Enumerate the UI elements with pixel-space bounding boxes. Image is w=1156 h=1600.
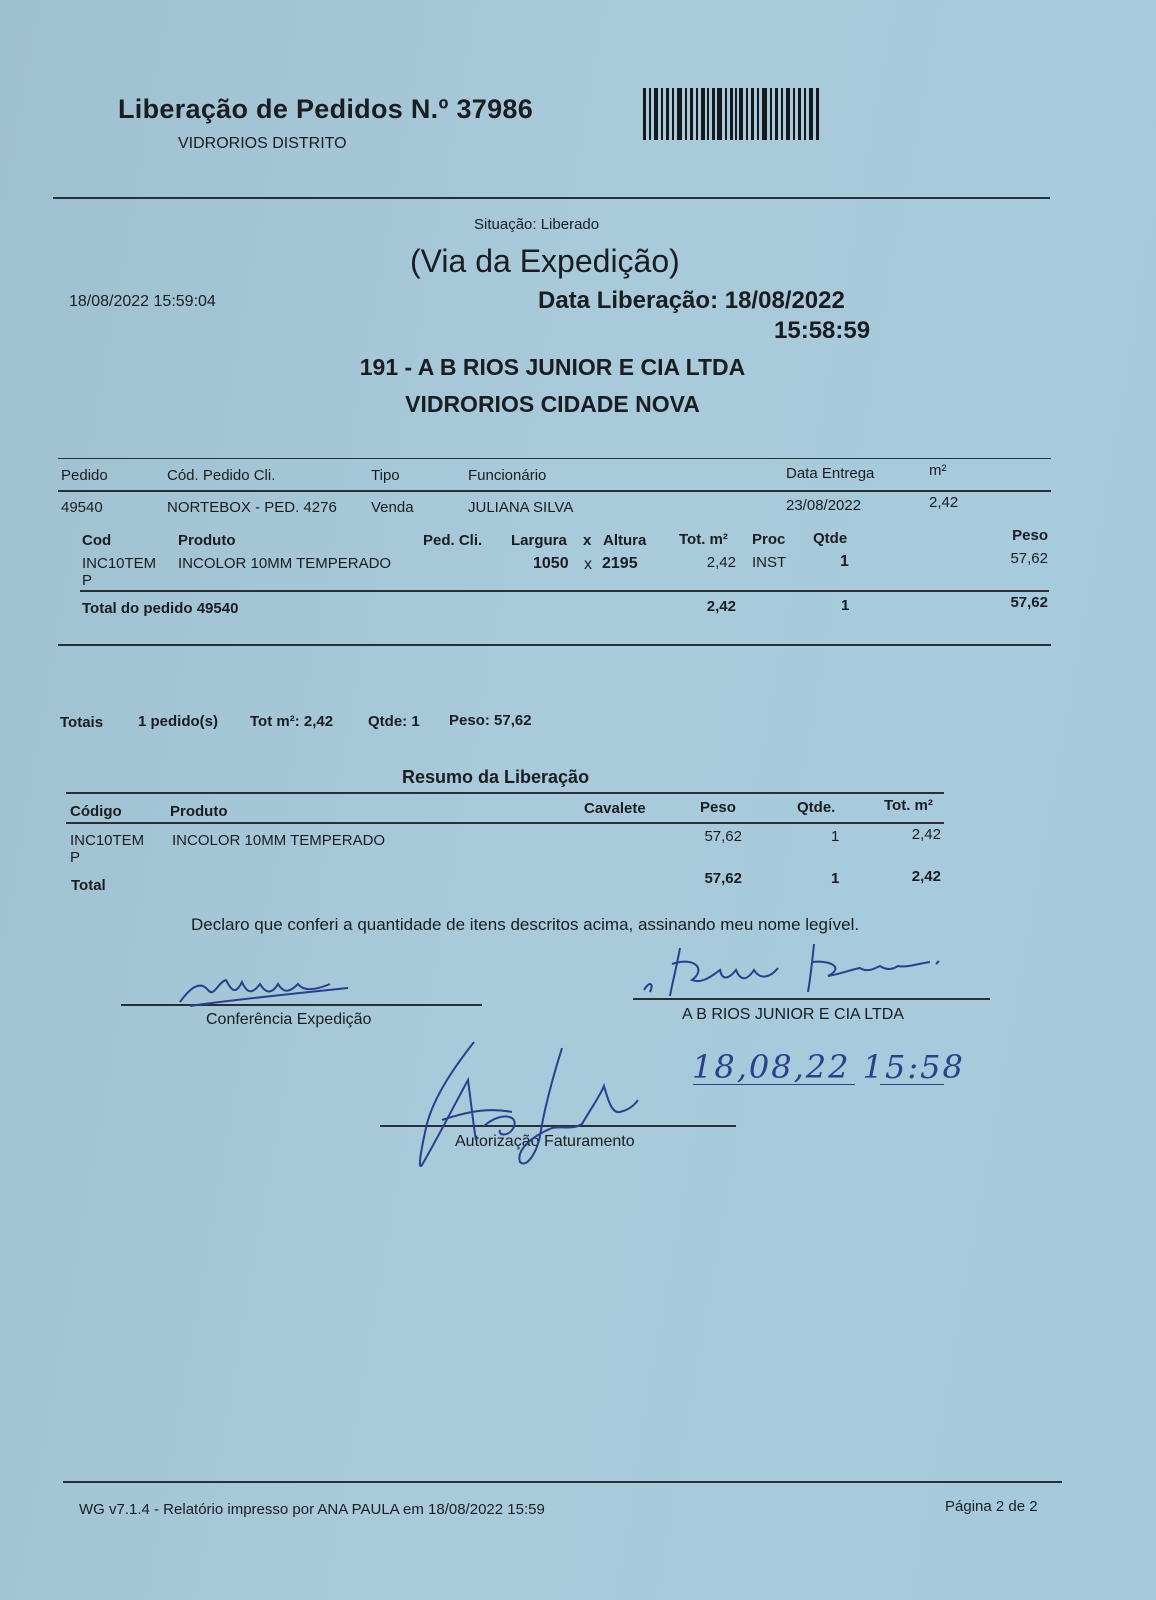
totais-peso: Peso: 57,62 [449,712,532,729]
company-name: VIDRORIOS DISTRITO [178,135,347,152]
conferencia-label: Conferência Expedição [206,1011,372,1028]
resumo-col-codigo: Código [70,803,122,820]
date-underline [693,1084,855,1085]
col-produto: Produto [178,532,236,549]
item-proc: INST [752,554,787,571]
col-x: x [583,532,592,549]
col-pedido: Pedido [61,467,108,484]
total-rule [80,590,1049,592]
resumo-header-rule [66,822,944,824]
resumo-col-peso: Peso [700,799,736,816]
printed-timestamp: 18/08/2022 15:59:04 [69,293,216,310]
col-qtde: Qtde [813,530,848,547]
resumo-tot-m2: 2,42 [911,826,941,843]
client-name: 191 - A B RIOS JUNIOR E CIA LTDA [359,354,746,380]
item-largura: 1050 [533,555,569,572]
resumo-title: Resumo da Liberação [402,767,590,787]
totais-label: Totais [60,714,104,731]
resumo-codigo: INC10TEM [70,832,145,849]
signature-autorizacao-icon [412,1040,662,1175]
col-data-entrega: Data Entrega [786,465,875,482]
resumo-total-label: Total [71,877,106,894]
col-tot-m2: Tot. m² [679,531,728,548]
autorizacao-label: Autorização Faturamento [455,1133,635,1150]
col-cod: Cod [82,532,112,549]
col-cod-pedido-cli: Cód. Pedido Cli. [167,467,276,484]
pedido-total-peso: 57,62 [1010,594,1048,611]
totais-qtde: Qtde: 1 [368,713,420,730]
pedido-total-label: Total do pedido 49540 [82,600,239,617]
resumo-col-produto: Produto [170,803,228,820]
col-largura: Largura [511,532,567,549]
col-altura: Altura [603,532,647,549]
resumo-peso: 57,62 [704,828,742,845]
data-entrega-value: 23/08/2022 [786,497,862,514]
signature-cliente-icon [636,940,956,1000]
totais-pedidos: 1 pedido(s) [138,713,219,730]
release-time: 15:58:59 [774,317,871,344]
resumo-total-m2: 2,42 [911,868,941,885]
item-qtde: 1 [840,553,849,570]
col-tipo: Tipo [371,467,400,484]
item-tot-m2: 2,42 [706,554,736,571]
cliente-label: A B RIOS JUNIOR E CIA LTDA [682,1006,904,1023]
pedido-total-qtde: 1 [841,597,850,614]
resumo-col-cavalete: Cavalete [584,800,646,817]
resumo-total-qtde: 1 [831,870,840,887]
item-cod: INC10TEM [82,555,157,572]
time-underline [880,1084,944,1085]
resumo-total-peso: 57,62 [704,870,742,887]
resumo-top-rule [66,792,944,794]
cod-pedido-cli: NORTEBOX - PED. 4276 [167,499,337,516]
m2-value: 2,42 [929,494,959,511]
col-ped-cli: Ped. Cli. [423,532,483,549]
tipo-value: Venda [371,499,414,516]
resumo-col-tot-m2: Tot. m² [884,797,933,814]
item-peso: 57,62 [1010,550,1048,567]
pedido-number: 49540 [61,499,103,516]
pedido-total-m2: 2,42 [706,598,736,615]
table-bottom-rule [58,644,1051,646]
header-rule [58,490,1051,492]
table-top-rule [58,458,1051,459]
resumo-codigo-wrap: P [70,849,81,866]
col-m2: m² [929,462,947,479]
status-text: Situação: Liberado [474,216,600,233]
footer-page-number: Página 2 de 2 [945,1498,1038,1515]
resumo-produto: INCOLOR 10MM TEMPERADO [172,832,386,849]
col-proc: Proc [752,531,786,548]
resumo-col-qtde: Qtde. [797,799,836,816]
release-date: Data Liberação: 18/08/2022 [538,287,845,314]
client-branch: VIDRORIOS CIDADE NOVA [405,391,700,417]
item-produto: INCOLOR 10MM TEMPERADO [178,555,392,572]
totais-m2: Tot m²: 2,42 [250,713,334,730]
header-divider [53,197,1050,199]
item-x: x [584,556,592,573]
signature-conferencia-icon [170,970,360,1010]
footer-report: WG v7.1.4 - Relatório impresso por ANA PAULA em 18/08/2022 15:59 [79,1501,545,1518]
col-funcionario: Funcionário [468,467,547,484]
item-altura: 2195 [602,555,638,572]
barcode-icon [643,88,819,140]
funcionario-value: JULIANA SILVA [468,499,574,516]
item-cod-wrap: P [82,572,93,589]
resumo-qtde: 1 [831,828,840,845]
declaration-text: Declaro que conferi a quantidade de itens descritos acima, assinando meu nome legível. [191,915,860,934]
document-title: Liberação de Pedidos N.º 37986 [118,94,534,124]
via-label: (Via da Expedição) [410,243,680,279]
footer-rule [63,1481,1062,1483]
col-peso: Peso [1012,527,1048,544]
handwritten-date: 18,08,22 15:58 [692,1048,965,1086]
